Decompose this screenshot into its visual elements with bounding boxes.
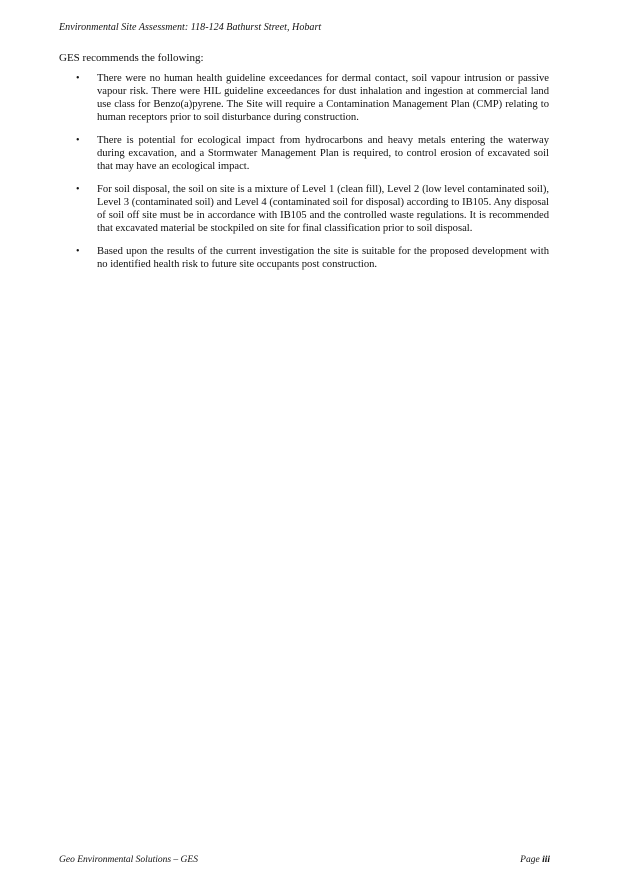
page-number: iii [542, 855, 550, 865]
bullet-icon: • [76, 135, 80, 146]
recommendation-text: There were no human health guideline exceedances for dermal contact, soil vapour intrusion or passive vapour risk. There were HIL guideline exceedances for dust inhalation and ingestion at commercial land use class for Benzo(a)pyrene. The Site will require a Contamination Management Plan (CMP) relating to human receptors prior to soil disturbance during construction. [97, 73, 549, 123]
recommendation-text: There is potential for ecological impact from hydrocarbons and heavy metals entering the waterway during excavation, and a Stormwater Management Plan is required, to control erosion of excavated soil that may have an ecological impact. [97, 135, 549, 172]
page-label: Page [520, 855, 540, 865]
recommendation-text: For soil disposal, the soil on site is a mixture of Level 1 (clean fill), Level 2 (low level contaminated soil), Level 3 (contaminated soil) and Level 4 (contaminated soil for disposal) according to IB105. Any disposal of soil off site must be in accordance with IB105 and the controlled waste regulations. It is recommended that excavated material be stockpiled on site for final classification prior to soil disposal. [97, 184, 549, 234]
recommendations-list [59, 72, 549, 281]
recommendation-item [59, 72, 549, 124]
recommendation-item [59, 183, 549, 235]
recommendations-intro: GES recommends the following: [59, 52, 204, 64]
recommendation-text: Based upon the results of the current investigation the site is suitable for the proposed development with no identified health risk to future site occupants post construction. [97, 246, 549, 270]
bullet-icon: • [76, 246, 80, 257]
bullet-icon: • [76, 73, 80, 84]
footer-page-indicator [520, 855, 550, 865]
footer-company: Geo Environmental Solutions – GES [59, 855, 198, 865]
bullet-icon: • [76, 184, 80, 195]
recommendation-item [59, 134, 549, 173]
recommendation-item [59, 245, 549, 271]
running-header: Environmental Site Assessment: 118-124 Bathurst Street, Hobart [59, 22, 322, 33]
